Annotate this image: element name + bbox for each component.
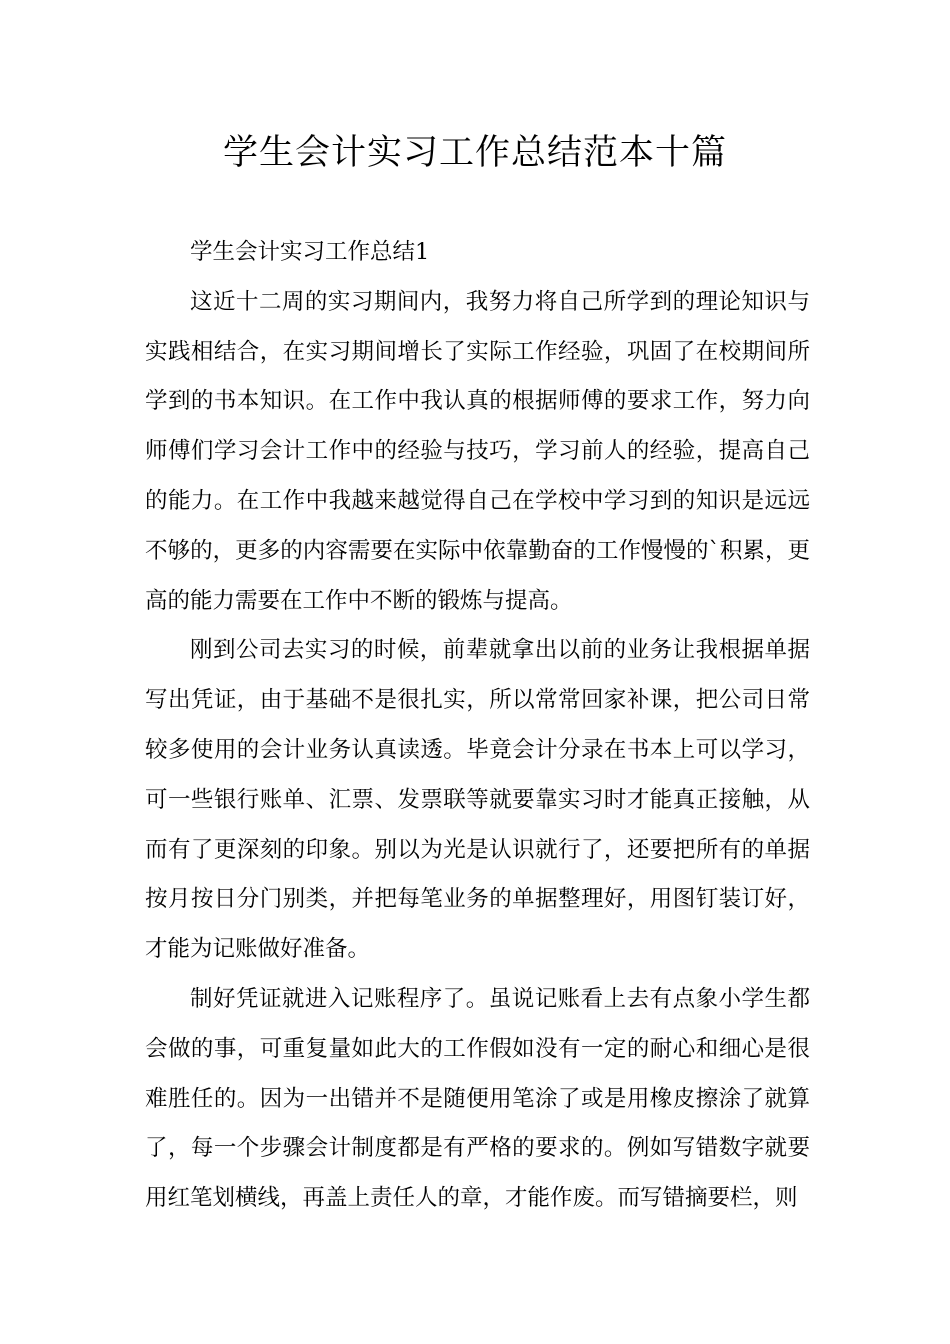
- paragraph: 制好凭证就进入记账程序了。虽说记账看上去有点象小学生都会做的事，可重复量如此大的工作假如没有一定的耐心和细心是很难胜任的。因为一出错并不是随便用笔涂了或是用橡皮擦涂了就算了，每一个步骤会计制度都是有严格的要求的。例如写错数字就要用红笔划横线，再盖上责任人的章，才能作废。而写错摘要栏，则: [145, 985, 810, 1212]
- paragraph: 刚到公司去实习的时候，前辈就拿出以前的业务让我根据单据写出凭证，由于基础不是很扎实，所以常常回家补课，把公司日常较多使用的会计业务认真读透。毕竟会计分录在书本上可以学习，可一些银行账单、汇票、发票联等就要靠实习时才能真正接触，从而有了更深刻的印象。别以为光是认识就行了，还要把所有的单据按月按日分门别类，并把每笔业务的单据整理好，用图钉装订好，才能为记账做好准备。: [145, 637, 810, 963]
- paragraph: 这近十二周的实习期间内，我努力将自己所学到的理论知识与实践相结合，在实习期间增长了实际工作经验，巩固了在校期间所学到的书本知识。在工作中我认真的根据师傅的要求工作，努力向师傅们学习会计工作中的经验与技巧，学习前人的经验，提高自己的能力。在工作中我越来越觉得自己在学校中学习到的知识是远远不够的，更多的内容需要在实际中依靠勤奋的工作慢慢的`积累，更高的能力需要在工作中不断的锻炼与提高。: [145, 288, 810, 614]
- document-body: [145, 228, 810, 1224]
- document-title: 学生会计实习工作总结范本十篇: [222, 133, 727, 173]
- section-heading: 学生会计实习工作总结1: [190, 239, 430, 265]
